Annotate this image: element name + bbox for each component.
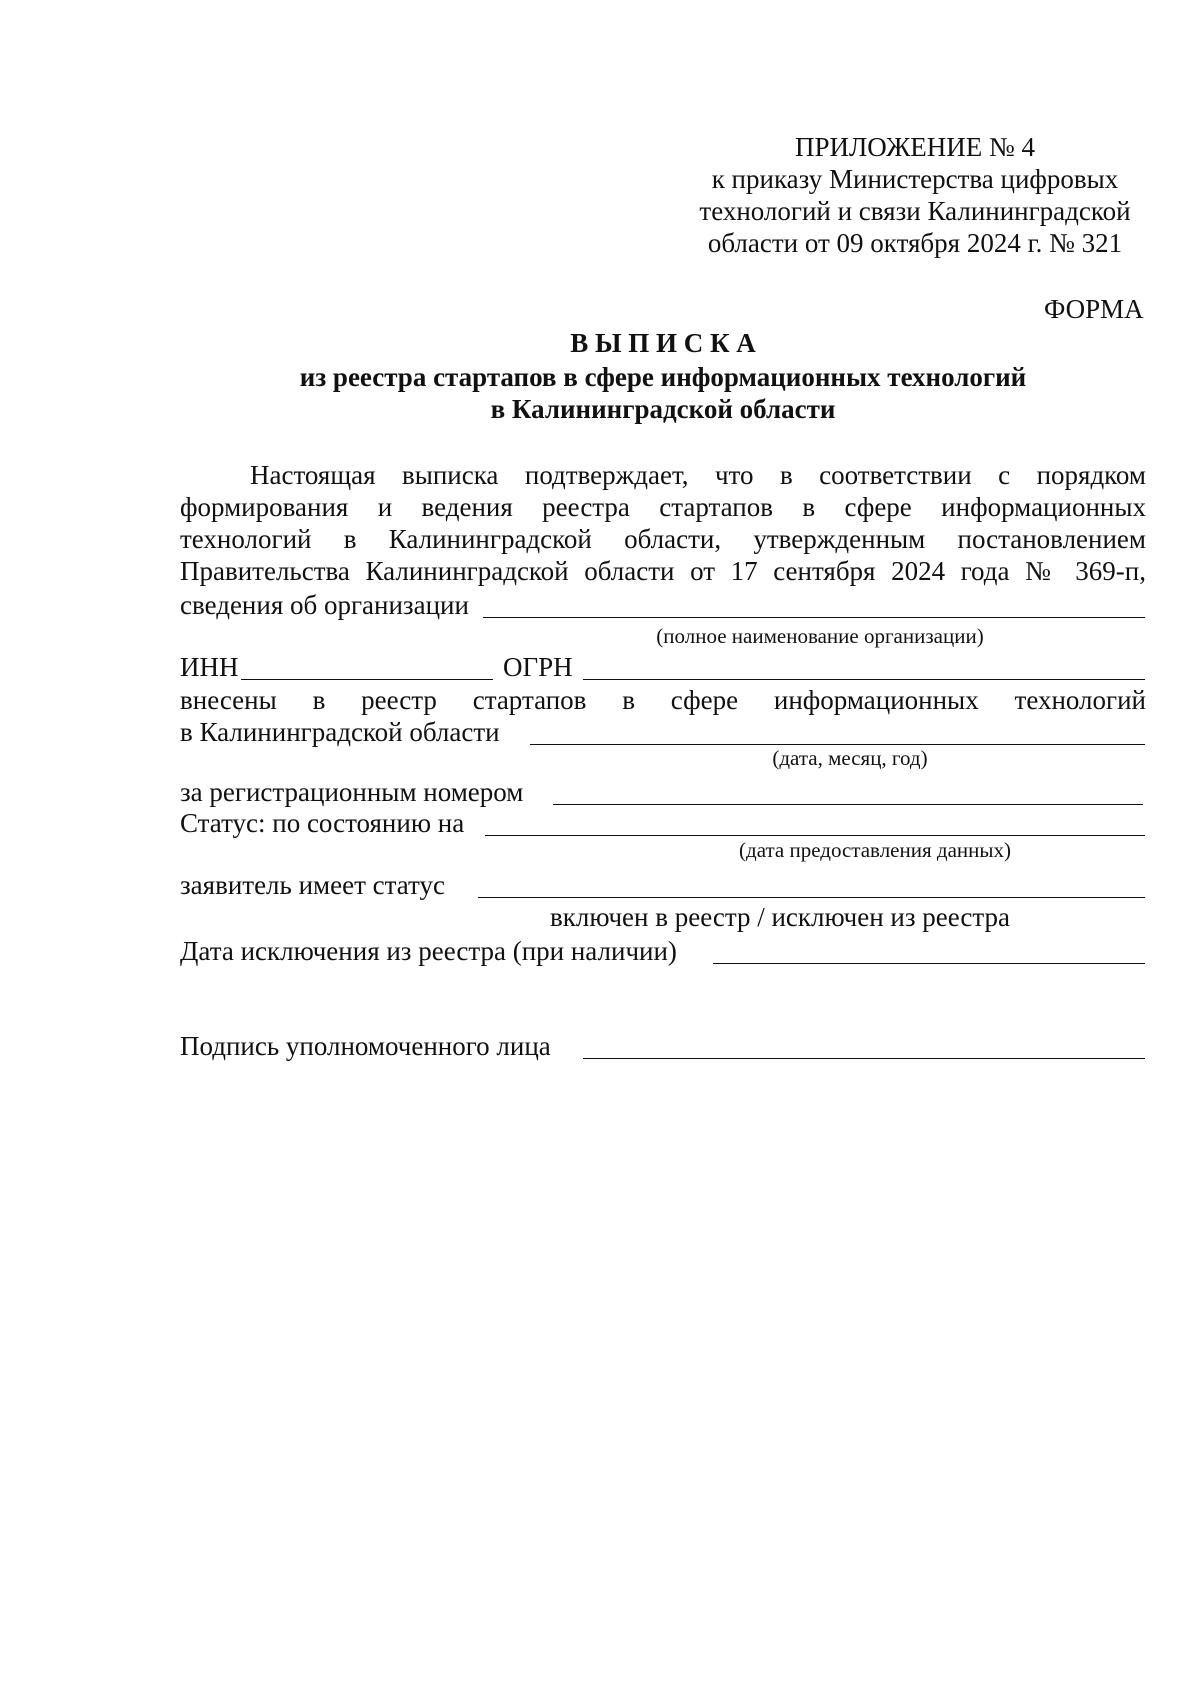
org-name-field[interactable]: [483, 617, 1145, 618]
exclusion-date-field[interactable]: [713, 963, 1145, 964]
appendix-order-line-3: области от 09 октября 2024 г. № 321: [707, 228, 1123, 258]
appendix-order-line-1: к приказу Министерства цифровых: [711, 164, 1119, 194]
applicant-status-caption: включен в реестр / исключен из реестра: [549, 902, 1011, 932]
exclusion-date-label: Дата исключения из реестра (при наличии): [180, 936, 677, 966]
appendix-order-line-2: технологий и связи Калининградской: [699, 196, 1131, 226]
applicant-label: заявитель имеет статус: [180, 870, 445, 900]
inn-field[interactable]: [241, 679, 493, 680]
regnum-field[interactable]: [553, 804, 1143, 805]
entered-line-1: внесены в реестр стартапов в сфере информационных технологий: [180, 685, 1146, 715]
form-label: ФОРМА: [1044, 294, 1144, 324]
body-line-2: формирования и ведения реестра стартапов в сфере информационных: [180, 492, 1146, 522]
body-line-3: технологий в Калининградской области, утвержденным постановлением: [180, 524, 1146, 554]
status-label: Статус: по состоянию на: [180, 808, 465, 838]
inn-label: ИНН: [180, 652, 239, 682]
org-label: сведения об организации: [180, 590, 469, 620]
entry-date-caption: (дата, месяц, год): [772, 746, 928, 770]
body-line-1: Настоящая выписка подтверждает, что в соответствии с порядком: [250, 460, 1146, 490]
appendix-number: ПРИЛОЖЕНИЕ № 4: [794, 132, 1036, 162]
document-subtitle-line-2: в Калининградской области: [490, 394, 836, 424]
signature-label: Подпись уполномоченного лица: [180, 1031, 551, 1061]
status-date-caption: (дата предоставления данных): [739, 838, 1011, 862]
signature-field[interactable]: [583, 1058, 1145, 1059]
entry-date-field[interactable]: [530, 744, 1145, 745]
entered-line-2: в Калининградской области: [180, 717, 500, 747]
regnum-label: за регистрационным номером: [180, 777, 524, 807]
body-line-4: Правительства Калининградской области от 17 сентября 2024 года № 369-п,: [180, 556, 1146, 586]
ogrn-field[interactable]: [583, 679, 1145, 680]
document-subtitle-line-1: из реестра стартапов в сфере информационных технологий: [299, 362, 1027, 392]
document-title: В Ы П И С К А: [570, 328, 756, 358]
status-date-field[interactable]: [485, 835, 1145, 836]
ogrn-label: ОГРН: [503, 652, 573, 682]
applicant-status-field[interactable]: [478, 897, 1145, 898]
org-name-caption: (полное наименование организации): [656, 624, 984, 648]
